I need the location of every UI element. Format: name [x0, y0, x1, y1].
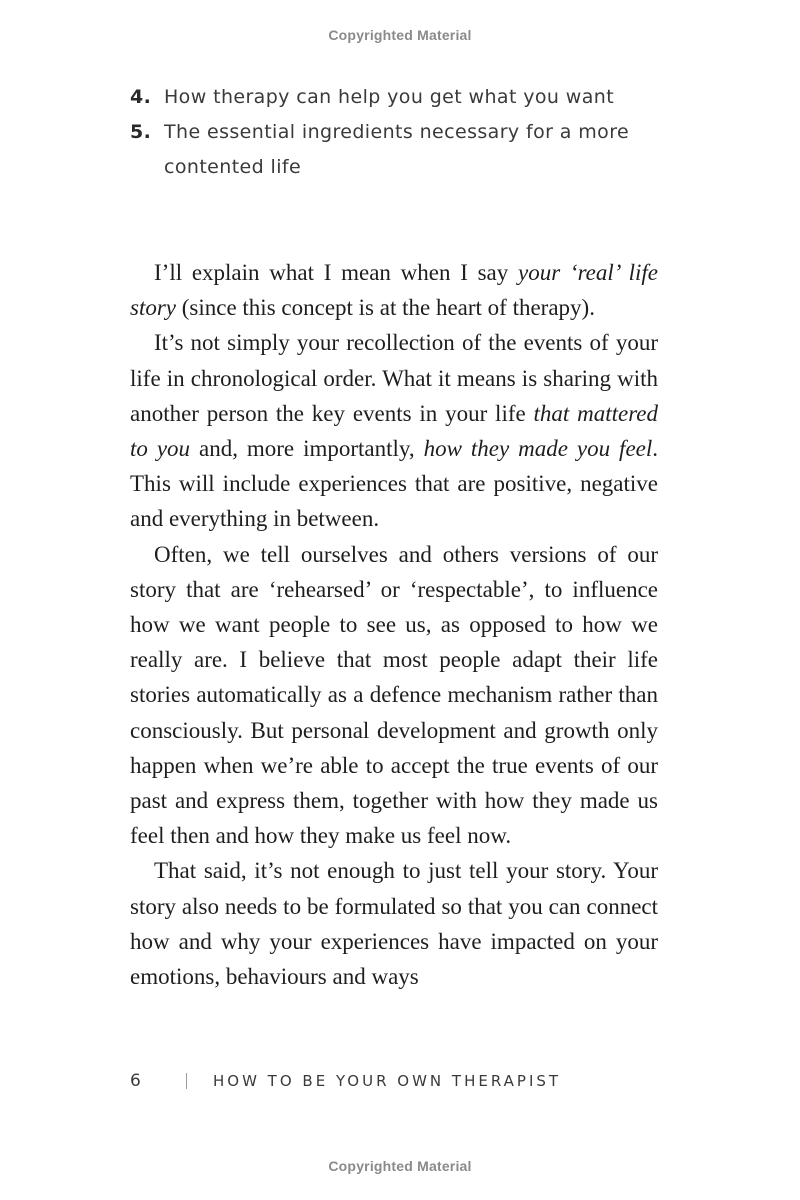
text-run-italic: your ‘real’ life story [130, 260, 658, 321]
body-text [130, 255, 658, 994]
list-item-text: The essential ingredients necessary for a more contented life [164, 121, 630, 178]
text-run: and, more importantly, [190, 436, 424, 462]
paragraph [130, 853, 658, 994]
copyright-watermark-bottom: Copyrighted Material [328, 1158, 472, 1174]
list-item-number: 5. [130, 121, 152, 143]
text-run: Often, we tell ourselves and others versions of our story that are ‘rehearsed’ or ‘respectable’, to influence how we want people to see us, as opposed to how we really are. I believe that most people adapt their life stories automatically as a defence mechanism rather than consciously. But personal development and growth only happen when we’re able to accept the true events of our past and express them, together with how they made us feel then and how they make us feel now. [130, 541, 658, 849]
page-footer [130, 1071, 561, 1091]
running-head: HOW TO BE YOUR OWN THERAPIST [213, 1072, 562, 1090]
numbered-list [130, 80, 660, 185]
footer-divider [186, 1073, 187, 1089]
text-run: It’s not simply your recollection of the events of your life in chronological order. What it means is sharing with another person the key events in your life [130, 330, 658, 426]
text-run: (since this concept is at the heart of therapy). [176, 295, 595, 321]
copyright-watermark-top: Copyrighted Material [328, 27, 472, 43]
text-run-italic: how they made you feel [423, 436, 653, 462]
paragraph [130, 255, 658, 325]
paragraph [130, 325, 658, 536]
list-item-number: 4. [130, 86, 152, 108]
text-run-italic: that mattered to you [130, 400, 659, 462]
text-run: That said, it’s not enough to just tell your story. Your story also needs to be formulated so that you can connect how and why your experiences have impacted on your emotions, behaviours and ways [130, 858, 658, 990]
list-item [130, 80, 660, 115]
paragraph [130, 537, 658, 854]
text-run: I’ll explain what I mean when I say [154, 260, 519, 285]
text-run: . This will include experiences that are positive, negative and everything in between. [130, 436, 658, 532]
list-item-text: How therapy can help you get what you want [164, 86, 615, 108]
page-number: 6 [130, 1071, 141, 1091]
list-item [130, 115, 660, 185]
